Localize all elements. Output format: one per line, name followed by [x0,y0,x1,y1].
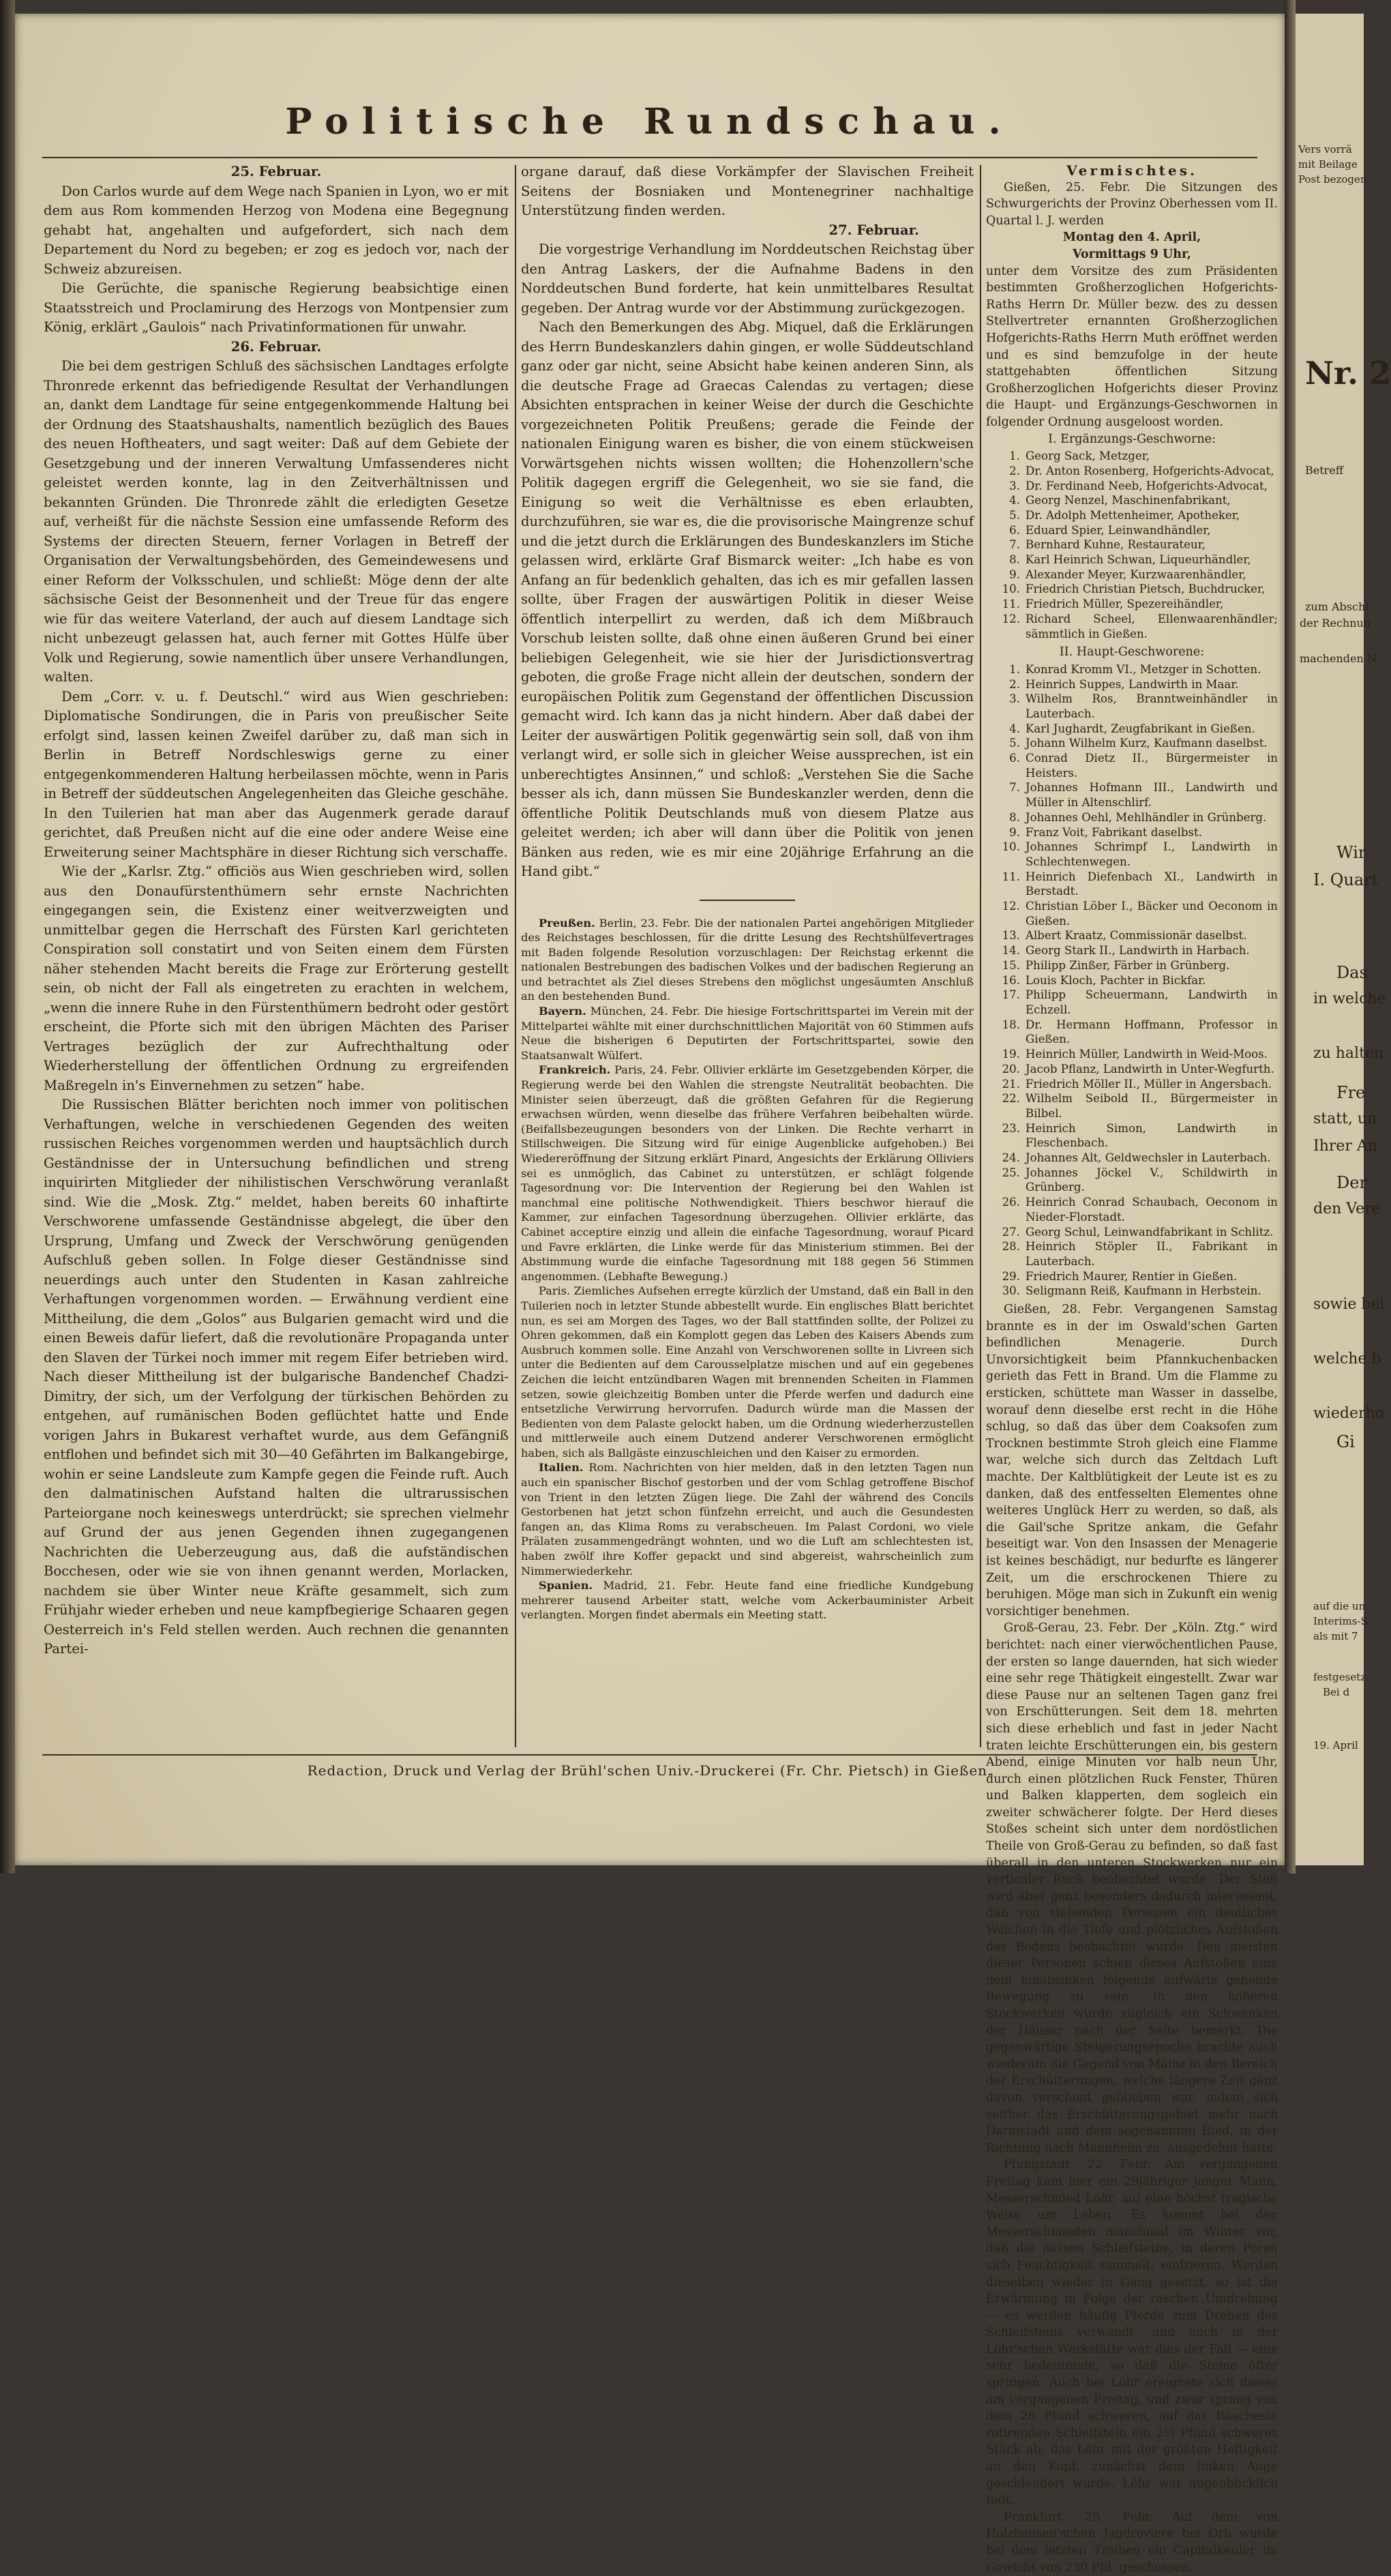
juror-name: Heinrich Müller, Landwirth in Weid-Moos. [1026,1048,1268,1061]
juror-name: Heinrich Stöpler II., Fabrikant in Lauterbach. [1026,1240,1278,1268]
news-text: München, 24. Febr. Die hiesige Fortschrittspartei im Verein mit der Mittelpartei wählte mit einer durchschnittlichen Majorität von 60 Stimmen aufs Neue die bisherigen 6 Deputirten der Fortschrittspartei, sowie den Staatsanwalt Wülfert. [521,1005,974,1062]
juror-name: Dr. Anton Rosenberg, Hofgerichts-Advocat, [1026,464,1274,477]
juror-number: 12. [1002,612,1020,625]
juror-number: 9. [1009,825,1020,839]
fragment-line: Gi [1336,1432,1355,1451]
juror-name: Wilhelm Ros, Branntweinhändler in Lauterbach. [1026,692,1278,720]
juror-number: 10. [1002,840,1020,854]
juror-name: Georg Schul, Leinwandfabrikant in Schlitz. [1026,1225,1274,1239]
column-divider [980,165,981,1747]
fragment-line: Post bezogen [1298,173,1367,186]
column-divider [515,165,516,1747]
juror-entry [986,523,1278,538]
juror-number: 5. [1009,737,1020,750]
juror-entry [986,493,1278,508]
juror-name: Richard Scheel, Ellenwaarenhändler; sämmtlich in Gießen. [1026,612,1278,640]
news-text: Paris, 24. Febr. Ollivier erklärte im Gesetzgebenden Körper, die Regierung werde bei den Wahlen die strengste Neutralität beobachten. Die Minister seien überzeugt, daß die größten Gefahren für die Regierung erwachsen würden, wenn dieselbe das frühere Verfahren beibehalten würde. (Beifallsbezeugungen besonders von der Linken. Die Rechte verharrt in Stillschweigen. Die Sitzung wird für einige Augenblicke aufgehoben.) Bei Wiedereröffnung der Sitzung erklärt Pinard, Angesichts der Erklärung Olliviers sei es unmöglich, das Cabinet zu unterstützen, er schlägt folgende Tagesordnung vor: Die Intervention der Regierung bei den Wahlen ist manchmal eine politische Nothwendigkeit. Thiers beschwor hierauf die Kammer, zur einfachen Tagesordnung überzugehen. Ollivier erklärte, das Cabinet acceptire einzig und allein die einfache Tagesordnung, worauf Picard und Favre erklärten, die Linke werde für das Ministerium stimmen. Bei der Abstimmung wurde die einfache Tagesordnung mit 188 gegen 56 Stimmen angenommen. (Lebhafte Bewegung.) [521,1063,974,1283]
fragment-line: Ihrer An [1313,1138,1377,1155]
news-item [521,1063,974,1284]
juror-entry [986,677,1278,692]
juror-number: 16. [1002,973,1020,987]
news-item [521,1578,974,1623]
juror-number: 25. [1002,1166,1020,1179]
juror-number: 4. [1009,722,1020,735]
adjacent-page-fragment [1296,14,1391,1865]
juror-name: Johannes Oehl, Mehlhändler in Grünberg. [1026,810,1267,824]
fragment-line: mit Beilage [1298,158,1358,171]
fragment-line: Wir [1336,843,1366,862]
juror-number: 23. [1002,1121,1020,1135]
newspaper-page [15,14,1285,2575]
fragment-line: Vers vorrä [1298,143,1352,156]
fragment-line: Interims-S [1313,1615,1368,1627]
column-middle [521,162,974,1751]
fragment-line: in welche [1313,990,1386,1007]
date-heading: 25. Februar. [230,164,322,179]
juror-name: Franz Voit, Fabrikant daselbst. [1026,825,1202,839]
juror-number: 3. [1009,692,1020,706]
juror-number: 6. [1009,752,1020,765]
juror-name: Georg Nenzel, Maschinenfabrikant, [1026,494,1231,507]
juror-list-main [986,662,1278,1299]
juror-entry [986,928,1278,943]
juror-name: Louis Kloch, Pachter in Bickfar. [1026,973,1206,987]
juror-name: Georg Stark II., Landwirth in Harbach. [1026,944,1250,958]
juror-number: 20. [1002,1062,1020,1076]
fragment-line: sowie bei [1313,1296,1385,1313]
juror-number: 3. [1009,479,1020,492]
fragment-line: Bei d [1323,1686,1350,1698]
juror-number: 30. [1002,1284,1020,1298]
juror-entry [986,988,1278,1017]
juror-name: Heinrich Diefenbach XI., Landwirth in Berstadt. [1026,870,1278,898]
article-paragraph: Die vorgestrige Verhandlung im Norddeutschen Reichstag über den Antrag Laskers, der die Aufnahme Badens in den Norddeutschen Bund forderte, hat kein unmittelbares Resultat gegeben. Der Antrag wurde vor der Abstimmung zurückgezogen. [521,241,974,316]
juror-entry [986,1077,1278,1092]
article-paragraph: Die bei dem gestrigen Schluß des sächsischen Landtages erfolgte Thronrede erkennt das befriedigende Resultat der Verhandlungen an, dankt dem Landtage für seine entgegenkommende Haltung bei der Ordnung des Staatshaushalts, namentlich bezüglich des Baues des neuen Hoftheaters, und sagt weiter: Daß auf dem Gebiete der Gesetzgebung und der inneren Verwaltung Umfassenderes nicht geleistet werden konnte, lag in den Zeitverhältnissen und bekannten Gründen. Die Thronrede zählt die erledigten Gesetze auf, verheißt für die nächste Session eine umfassende Reform des Systems der directen Steuern, ferner Vorlagen in Betreff der Organisation der Verwaltungsbehörden, des Gemeindewesens und einer Reform der Volksschulen, und schließt: Möge denn der alte sächsische Geist der Besonnenheit und der Treue für das engere wie für das weitere Vaterland, der auch auf diesem Landtage sich nicht unbezeugt gelassen hat, auch ferner mit Gottes Hülfe über Volk und Regierung, sowie namentlich über unsere Verhandlungen, walten. [44,358,509,685]
juror-entry [986,612,1278,641]
juror-number: 11. [1002,597,1020,611]
session-date: Montag den 4. April, [1062,231,1201,245]
juror-name: Albert Kraatz, Commissionär daselbst. [1026,929,1247,943]
article-paragraph: Wie der „Karlsr. Ztg.“ officiös aus Wien geschrieben wird, sollen aus den Donaufürstenthümern sehr ernste Nachrichten eingegangen sein, die Existenz einer weitverzweigten und unmittelbar gegen die Herrschaft des Fürsten Karl gerichteten Conspiration soll constatirt und von Seiten einem dem Fürsten näher stehenden Macht bereits die Frage zur Erörterung gestellt sein, ob nicht der Fall als eingetreten zu erachten in welchem, „wenn die innere Ruhe in den Fürstenthümern bedroht oder gestört erscheint, die Pforte sich mit den übrigen Mächten des Pariser Vertrages bezüglich der zur Aufrechthaltung oder Wiederherstellung der öffentlichen Ordnung zu ergreifenden Maßregeln in's Einvernehmen zu setzen“ habe. [44,863,509,1093]
binding-gutter [1285,0,1296,1874]
juror-number: 7. [1009,781,1020,795]
juror-number: 29. [1002,1269,1020,1283]
juror-entry [986,692,1278,721]
juror-entry [986,1047,1278,1062]
juror-entry [986,840,1278,869]
fragment-line: zum Abschl [1305,600,1369,613]
juror-entry [986,810,1278,825]
column-left [44,162,509,1751]
juror-name: Friedrich Maurer, Rentier in Gießen. [1026,1269,1238,1283]
juror-entry [986,479,1278,494]
date-heading: 26. Februar. [230,338,322,355]
news-text: Berlin, 23. Febr. Die der nationalen Partei angehörigen Mitglieder des Reichstages beschlossen, für die dritte Lesung des Rechtshülfevertrages mit Baden folgende Resolution vorzuschlagen: Der Reichstag erkennt die nationalen Bestrebungen des badischen Volkes und der badischen Regierung an und betrachtet als Ziel dieses Strebens den möglichst ungesäumten Anschluß an den bestehenden Bund. [521,916,974,1003]
juror-number: 27. [1002,1225,1020,1239]
fragment-line: auf die un [1313,1600,1366,1612]
news-text: Paris. Ziemliches Aufsehen erregte kürzlich der Umstand, daß ein Ball in den Tuilerien noch in letzter Stunde abbestellt wurde. Ein englisches Blatt berichtet nun, es sei am Morgen des Tages, wo der Ball stattfinden sollte, der Polizei zu Ohren gekommen, daß ein Komplott gegen das Leben des Kaisers Abends zum Ausbruch kommen solle. Eine Anzahl von Verschworenen sollte in Livreen sich unter die Bedienten auf dem Carousselplatze mischen und auf ein gegebenes Zeichen die leicht entzündbaren Wagen mit brennenden Scheiten in Flammen setzen, sowie gleichzeitig Bomben unter die Pferde werfen und dadurch eine entsetzliche Verwirrung hervorrufen. Dadurch würde man die Massen der Bedienten von dem Palaste gelockt haben, um die Ordnung wiederherzustellen und mittlerweile auch einem Dutzend anderer Verschworenen ermöglicht haben, sich als Ballgäste einzuschleichen und den Kaiser zu ermorden. [521,1284,974,1460]
fragment-line: welche b [1313,1350,1381,1367]
juror-entry [986,1018,1278,1047]
juror-number: 2. [1009,677,1020,691]
juror-number: 8. [1009,553,1020,567]
juror-name: Eduard Spier, Leinwandhändler, [1026,523,1211,537]
juror-number: 19. [1002,1048,1020,1061]
juror-entry [986,582,1278,597]
juror-name: Georg Sack, Metzger, [1026,449,1150,463]
news-item [521,1004,974,1063]
juror-entry [986,1269,1278,1284]
juror-entry [986,722,1278,737]
juror-name: Dr. Hermann Hoffmann, Professor in Gießen. [1026,1018,1278,1046]
juror-name: Jacob Pflanz, Landwirth in Unter-Wegfurth. [1026,1062,1274,1076]
fragment-line: Betreff [1305,464,1344,477]
juror-number: 18. [1002,1018,1020,1031]
juror-entry [986,1062,1278,1077]
juror-name: Johannes Jöckel V., Schildwirth in Grünberg. [1026,1166,1278,1194]
juror-name: Karl Jughardt, Zeugfabrikant in Gießen. [1026,722,1255,735]
fragment-line: zu halten [1313,1045,1384,1062]
fragment-line: Nr. 2 [1305,355,1391,391]
fragment-line: I. Quart [1313,870,1379,889]
fragment-line: machenden N [1300,652,1377,665]
imprint-footer: Redaction, Druck und Verlag der Brühl'schen Univ.-Druckerei (Fr. Chr. Pietsch) in Gießen. [307,1762,993,1779]
juror-name: Seligmann Reiß, Kaufmann in Herbstein. [1026,1284,1261,1298]
juror-number: 4. [1009,494,1020,507]
juror-number: 1. [1009,662,1020,676]
juror-entry [986,597,1278,612]
juror-name: Philipp Scheuermann, Landwirth in Echzell. [1026,988,1278,1016]
section-label: Preußen. [539,916,595,930]
juror-entry [986,1091,1278,1121]
juror-number: 22. [1002,1092,1020,1106]
fragment-line: Fre [1336,1083,1366,1102]
juror-entry [986,662,1278,677]
juror-number: 13. [1002,929,1020,943]
juror-name: Konrad Kromm VI., Metzger in Schotten. [1026,662,1261,676]
juror-entry [986,567,1278,582]
juror-number: 8. [1009,810,1020,824]
juror-entry [986,736,1278,751]
article-paragraph: Dem „Corr. v. u. f. Deutschl.“ wird aus Wien geschrieben: Diplomatische Sondirungen, die in Paris von preußischer Seite erfolgt sind, lassen keinen Zweifel darüber zu, daß man sich in Berlin in Betreff Nordschleswigs gerne zu einer entgegenkommenderen Haltung herbeilassen möchte, wenn in Paris in Betreff der süddeutschen Angelegenheiten das Gleiche geschähe. In den Tuilerien hat man aber das Augenmerk gerade darauf gerichtet, daß Preußen nicht auf die eine oder andere Weise eine Erweiterung seiner Machtsphäre in dieser Richtung sich verschaffe. [44,688,509,860]
fragment-line: wiederho [1313,1405,1384,1422]
juror-entry [986,508,1278,523]
juror-number: 26. [1002,1196,1020,1209]
juror-entry [986,958,1278,973]
juror-name: Heinrich Simon, Landwirth in Fleschenbach. [1026,1121,1278,1150]
juror-number: 11. [1002,870,1020,883]
juror-entry [986,943,1278,958]
article-paragraph: organe darauf, daß diese Vorkämpfer der Slavischen Freiheit Seitens der Bosniaken und Montenegriner nachhaltige Unterstützung finden werden. [521,164,974,218]
section-heading: Vermischtes. [1066,162,1197,179]
list-title: I. Ergänzungs-Geschworne: [1048,432,1216,446]
juror-entry [986,1239,1278,1269]
list-title: II. Haupt-Geschworene: [1059,645,1205,660]
news-item [521,916,974,1005]
juror-name: Alexander Meyer, Kurzwaarenhändler, [1026,567,1246,581]
juror-name: Bernhard Kuhne, Restaurateur, [1026,538,1206,552]
juror-name: Christian Löber I., Bäcker und Oeconom in Gießen. [1026,900,1278,928]
juror-name: Friedrich Möller II., Müller in Angersbach. [1026,1077,1272,1091]
juror-number: 6. [1009,523,1020,537]
juror-name: Heinrich Suppes, Landwirth in Maar. [1026,677,1239,691]
juror-name: Philipp Zinßer, Färber in Grünberg. [1026,958,1230,972]
news-text: Madrid, 21. Febr. Heute fand eine friedliche Kundgebung mehrerer tausend Arbeiter statt, welche vom Ackerbauminister Arbeit verlangten. Morgen findet abermals ein Meeting statt. [521,1579,974,1622]
column-right [986,162,1278,2575]
juror-number: 12. [1002,900,1020,913]
news-item [521,1460,974,1578]
juror-name: Conrad Dietz II., Bürgermeister in Heisters. [1026,752,1278,780]
section-label: Italien. [539,1461,584,1475]
article-paragraph: Die Russischen Blätter berichten noch immer von politischen Verhaftungen, welche in verschiedenen Gegenden des weiten russischen Reiches vorgenommen werden und hauptsächlich durch Geständnisse der in Untersuchung befindlichen und streng inquirirten Mitglieder der nihilistischen Verschwörung veranlaßt sind. Wie die „Mosk. Ztg.“ meldet, haben bereits 60 inhaftirte Verschworene umfassende Geständnisse abgelegt, die über den Ursprung, Umfang und Zweck der Verschwörung genügenden Aufschluß geben sollen. In Folge dieser Geständnisse sind neuerdings auch unter den Studenten in Kasan zahlreiche Verhaftungen vorgenommen worden. — Erwähnung verdient eine Mittheilung, die dem „Golos“ aus Bulgarien gemacht wird und die einen Beweis dafür liefert, daß die revolutionäre Propaganda unter den Slaven der Türkei noch immer mit regem Eifer betrieben wird. Nach dieser Mittheilung ist der bulgarische Bandenchef Chadzi-Dimitry, der sich, um der Verfolgung der türkischen Behörden zu entgehen, auf rumänischen Boden geflüchtet hatte und Ende vorigen Jahrs in Bukarest verhaftet wurde, aus dem Gefängniß entflohen und befindet sich mit 30—40 Gefährten im Balkangebirge, wohin er seine Landsleute zum Kampfe gegen die Feinde ruft. Auch den dalmatinischen Aufstand halten die ultrarussischen Parteiorgane noch keineswegs unterdrückt; sie sprechen vielmehr auf Grund der aus jenen Gegenden ihnen zugegangenen Nachrichten die Ueberzeugung aus, daß die aufständischen Bocchesen, oder wie sie von ihnen genannt werden, Morlacken, nachdem sie über Winter neue Kräfte gesammelt, sich zum Frühjahr wieder erheben und neue kampfbegierige Schaaren gegen Oesterreich in's Feld stellen werden. Auch rechnen die genannten Partei- [44,1097,509,1657]
juror-name: Heinrich Conrad Schaubach, Oeconom in Nieder-Florstadt. [1026,1196,1278,1224]
article-paragraph: Gießen, 25. Febr. Die Sitzungen des Schwurgerichts der Provinz Oberhessen vom II. Quartal l. J. werden [986,180,1278,228]
juror-name: Johann Wilhelm Kurz, Kaufmann daselbst. [1026,737,1268,750]
juror-number: 5. [1009,508,1020,522]
juror-number: 7. [1009,538,1020,552]
footer-rule [42,1754,1257,1756]
top-rule [42,157,1257,158]
juror-entry [986,899,1278,928]
juror-number: 2. [1009,464,1020,477]
section-label: Frankreich. [539,1063,611,1077]
juror-name: Wilhelm Seibold II., Bürgermeister in Bilbel. [1026,1092,1278,1120]
news-text: Rom. Nachrichten von hier melden, daß in den letzten Tagen nun auch ein spanischer Bischof gestorben und der vom Schlag getroffene Bischof von Trient in den letzten Zügen liege. Die Zahl der während des Concils Gestorbenen hat jetzt schon fünfzehn erreicht, und auch die Gesundesten fangen an, das Klima Roms zu verabscheuen. Im Palast Cordoni, wo viele Prälaten zusammengedrängt wohnten, und wo die Luft am schlechtesten ist, haben zwölf ihre Koffer gepackt und sind abgereist, wahrscheinlich zum Nimmerwiederkehr. [521,1461,974,1578]
juror-number: 17. [1002,988,1020,1002]
fragment-line: der Rechnun [1300,617,1371,630]
juror-number: 28. [1002,1240,1020,1254]
page-title: Politische Rundschau. [285,101,1015,143]
section-label: Bayern. [539,1005,586,1018]
article-paragraph: Gießen, 28. Febr. Vergangenen Samstag brannte es in der im Oswald'schen Garten befindlichen Menagerie. Durch Unvorsichtigkeit beim Pfannkuchenbacken gerieth das Fett in Brand. Um die Flamme zu ersticken, schüttete man Wasser in dasselbe, worauf denn dieselbe erst recht in die Höhe schlug, so daß das über dem Coaksofen zum Trocknen bestimmte Stroh gleich eine Flamme war, welche sich durch das Zeltdach Luft machte. Der Kaltblütigkeit der Leute ist es zu danken, daß des entfesselten Elementes ohne weiteres Unglück Herr zu werden, so daß, als die Gail'sche Spritze ankam, die Gefahr beseitigt war. Von den Insassen der Menagerie ist keines beschädigt, nur bedurfte es längerer Zeit, um die erschrockenen Thiere zu beruhigen. Möge man sich in Zukunft ein wenig vorsichtiger benehmen. [986,1303,1278,1618]
juror-name: Dr. Ferdinand Neeb, Hofgerichts-Advocat, [1026,479,1268,492]
juror-entry [986,1121,1278,1151]
juror-number: 9. [1009,567,1020,581]
juror-name: Friedrich Müller, Spezereihändler, [1026,597,1224,611]
juror-name: Dr. Adolph Mettenheimer, Apotheker, [1026,508,1240,522]
juror-name: Karl Heinrich Schwan, Liqueurhändler, [1026,553,1251,567]
juror-entry [986,780,1278,810]
section-label: Spanien. [539,1579,593,1593]
juror-entry [986,1151,1278,1166]
juror-entry [986,751,1278,780]
juror-entry [986,1195,1278,1224]
article-paragraph: Nach den Bemerkungen des Abg. Miquel, daß die Erklärungen des Herrn Bundeskanzlers dahin gingen, er wolle Süddeutschland ganz oder gar nicht, seine Absicht habe keinen anderen Sinn, als die deutsche Frage ad Graecas Calendas zu vertagen; diese Absichten entsprachen in keiner Weise der durch die Geschichte vorgezeichneten Politik Preußens; gerade die Feinde der nationalen Einigung waren es bisher, die von einem stückweisen Vorwärtsgehen nichts wissen wollten; die Hohenzollern'sche Politik dagegen ergriff die Gelegenheit, wo sie sie fand, die Einigung so weit die Verhältnisse es eben erlaubten, durchzuführen, sie war es, die die provisorische Maingrenze schuf und die jetzt durch die Erklärungen des Bundeskanzlers im Stiche gelassen wird, erklärte Graf Bismarck weiter: „Ich habe es von Anfang an für bedenklich gehalten, das ich es mir gefallen lassen sollte, über Fragen der auswärtigen Politik in dieser Weise öffentlich interpellirt zu werden, daß ich dem Mißbrauch Vorschub leisten sollte, daß ohne einen äußeren Grund bei einer beliebigen Gelegenheit, wie sie hier der Jurisdictionsvertrag geboten, die große Frage nicht allein der deutschen, sondern der europäischen Politik zum Gegenstand der öffentlichen Discussion gemacht wird. Ich kann das ja nicht hindern. Aber daß dabei der Leiter der auswärtigen Politik gegenwärtig sein soll, daß von ihm verlangt wird, er solle sich in gleicher Weise aussprechen, ist ein unberechtigtes Ansinnen,“ und schloß: „Verstehen Sie die Sache besser als ich, dann müssen Sie Bundeskanzler werden, denn die öffentliche Politik Deutschlands muß von diesem Platze aus geleitet werden; ich aber will dann über die Politik von jenen Bänken aus reden, wie es mir eine 20jährige Erfahrung an die Hand gibt.“ [521,319,974,879]
juror-name: Johannes Schrimpf I., Landwirth in Schlechtenwegen. [1026,840,1278,868]
juror-name: Johannes Hofmann III., Landwirth und Müller in Altenschlirf. [1026,781,1278,810]
juror-list-supplementary [986,449,1278,641]
juror-entry [986,1166,1278,1195]
binding-shadow-left [0,0,15,1874]
juror-number: 1. [1009,449,1020,463]
juror-number: 14. [1002,944,1020,958]
juror-entry [986,449,1278,464]
juror-entry [986,464,1278,479]
juror-number: 15. [1002,958,1020,972]
article-paragraph: Don Carlos wurde auf dem Wege nach Spanien in Lyon, wo er mit dem aus Rom kommenden Herzog von Modena eine Begegnung gehabt hat, angehalten und aufgefordert, sich nach dem Departement du Nord zu begeben; er zog es jedoch vor, nach der Schweiz abzureisen. [44,183,509,277]
fragment-line: Der [1336,1173,1367,1192]
juror-entry [986,1284,1278,1299]
juror-entry [986,870,1278,899]
article-paragraph: Die Gerüchte, die spanische Regierung beabsichtige einen Staatsstreich und Proclamirung des Herzogs von Montpensier zum König, erklärt „Gaulois“ nach Privatinformationen für unwahr. [44,280,509,335]
fragment-line: festgesetz. [1313,1671,1369,1683]
juror-name: Johannes Alt, Geldwechsler in Lauterbach. [1026,1151,1271,1165]
juror-entry [986,552,1278,567]
fragment-line: Das [1336,963,1368,982]
article-paragraph: Frankfurt, 25. Febr. Auf dem von Holzhausen'schen Jagdreviere bei Orb wurde bei dem letzten Treiben ein Capitalkeuler im Gewicht von 230 Pfd. geschossen. [986,2510,1278,2575]
juror-entry [986,537,1278,552]
article-paragraph: unter dem Vorsitze des zum Präsidenten bestimmten Großherzoglichen Hofgerichts-Raths Herrn Dr. Müller bezw. des zu dessen Stellvertreter ernannten Großherzoglichen Hofgerichts-Raths Herrn Muth eröffnet werden und es sind bemzufolge in der heute stattgehabten öffentlichen Sitzung Großherzoglichen Hofgerichts dieser Provinz die Haupt- und Ergänzungs-Geschwornen in folgender Ordnung ausgeloost worden. [986,264,1278,429]
juror-number: 24. [1002,1151,1020,1165]
juror-entry [986,1225,1278,1240]
fragment-line: statt, un [1313,1110,1377,1127]
article-paragraph: Groß-Gerau, 23. Febr. Der „Köln. Ztg.“ wird berichtet: nach einer vierwöchentlichen Pause, der ersten so lange dauernden, hat sich wieder eine sehr rege Thätigkeit eingestellt. Zwar war diese Pause nur an seltenen Tagen ganz frei von Erschütterungen. Seit dem 18. mehrten sich diese erheblich und fast in jeder Nacht traten leichte Erschütterungen ein, bis gestern Abend, einige Minuten vor halb neun Uhr, durch einen plötzlichen Ruck Fenster, Thüren und Balken klapperten, dem sogleich ein zweiter schwächerer folgte. Der Herd dieses Stoßes scheint sich unter dem nordöstlichen Theile von Groß-Gerau zu befinden, so daß fast überall in den unteren Stockwerken nur ein verticaler Ruck beobachtet wurde. Der Stoß wird aber ganz besonders dadurch interessant, daß von stehenden Personen ein deutliches Weichen in die Tiefe und plötzliches Aufstoßen des Bodens beobachtet wurde. Den meisten dieser Personen schien dieses Aufstoßen eine dem hinabsinken folgende aufwärts gehende Bewegung zu sein. In den höheren Stockwerken wurde zugleich ein Schwanken der Häuser nach der Seite bemerkt. Die gegenwärtige Steigerungsepoche brachte auch wiederum die Gegend von Mainz in den Bereich der Erschütterungen, welche längere Zeit ganz davon verschont geblieben war, indem sich seither das Erschütterungsgebiet mehr nach Darmstadt und dem sogenannten Ried, in der Richtung nach Mannheim zu, ausgedehnt hatte. [986,1621,1278,2155]
fragment-line: 19. April [1313,1739,1358,1751]
juror-entry [986,973,1278,988]
juror-name: Friedrich Christian Pietsch, Buchdrucker, [1026,582,1266,596]
article-paragraph: Pfungstadt, 22. Febr. Am vergangenen Freitag kam hier ein 29jähriger junger Mann, Messerschmied Löhr, auf eine höchst tragische Weise um Leben. Es kommt bei den Messerschmieden manchmal im Winter vor, daß die nassen Schleifsteine, in deren Poren sich Feuchtigkeit sammelt, einfrieren. Werden dieselben wieder in Gang gesetzt, so ist die Erwärmung in Folge der raschen Umdrehung — es werden häufig Pferde zum Drehen des Schleifsteins verwandt, und auch in der Löhr'schen Werkstätte war dies der Fall — eine sehr bedeutende, so daß die Steine öfter springen. Auch bei Löhr ereignete sich dieses am vergangenen Freitag, und zwar sprang von dem 26 Pfund schweren, auf das Rascheste rotirenden Schleifstein ein 2½ Pfund schweres Stück ab, das Löhr mit der größten Heftigkeit an den Kopf, zunächst dem linken Auge geschleudert wurde. Löhr war augenblicklich todt. [986,2158,1278,2508]
juror-number: 21. [1002,1077,1020,1091]
juror-number: 10. [1002,582,1020,596]
section-separator [700,900,795,901]
date-heading: 27. Februar. [828,222,919,238]
session-time: Vormittags 9 Uhr, [1072,247,1191,261]
fragment-line: als mit 7 [1313,1630,1358,1642]
juror-entry [986,825,1278,840]
fragment-line: den Vere [1313,1200,1381,1217]
